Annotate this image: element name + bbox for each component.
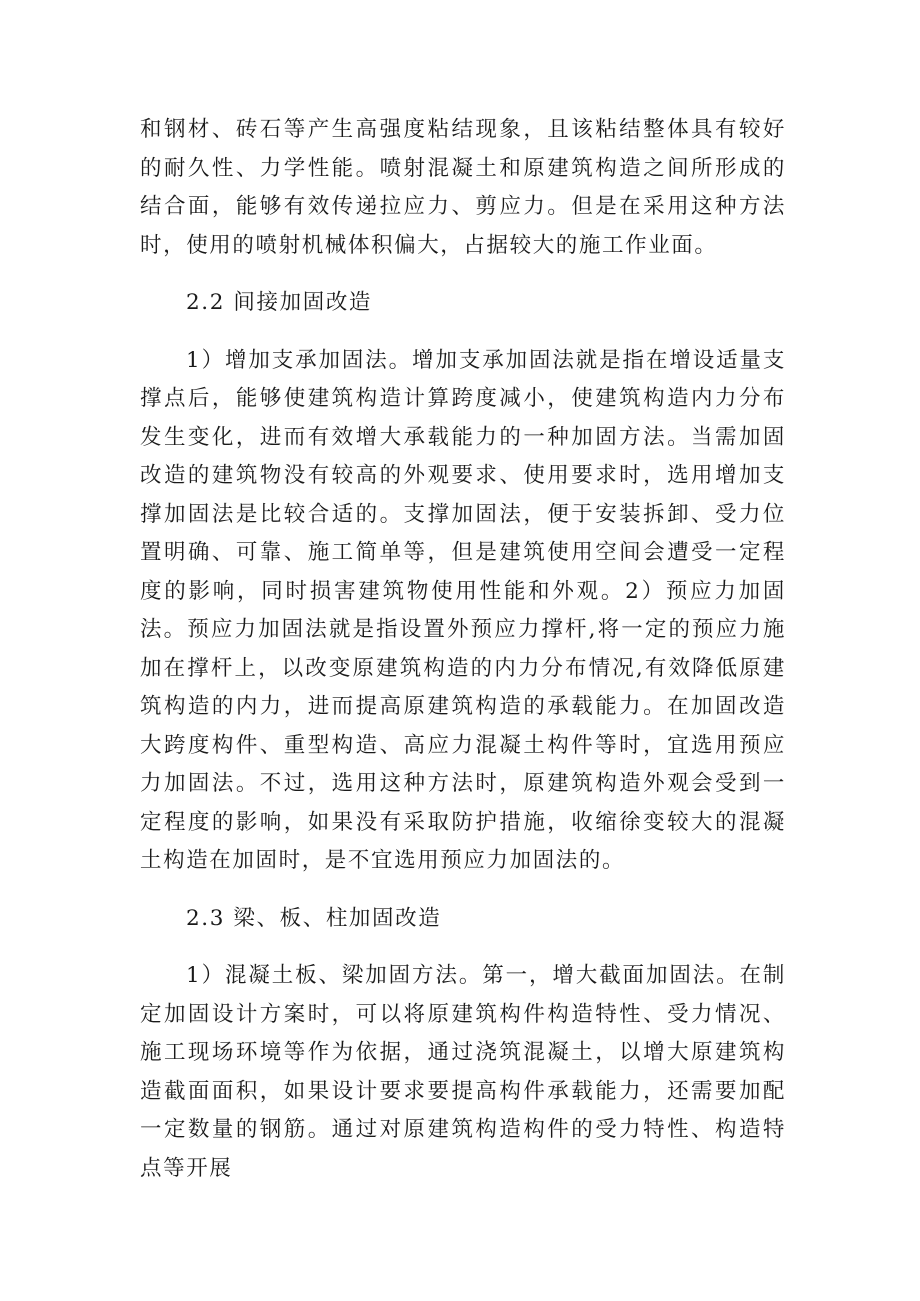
section-heading-2-2: 2.2 间接加固改造 [186,290,373,315]
paragraph-shotcrete-continuation: 和钢材、砖石等产生高强度粘结现象，且该粘结整体具有较好的耐久性、力学性能。喷射混凝土和原建筑构造之间所形成的结合面，能够有效传递拉应力、剪应力。但是在采用这种方法时，使用的喷射机械体积偏大，占据较大的施工作业面。 [140,117,786,258]
paragraph-spacer [140,323,786,342]
section-heading-2-3: 2.3 梁、板、柱加固改造 [186,905,442,931]
document-body [140,111,786,1188]
paragraph-spacer [140,265,786,284]
paragraph-indirect-reinforcement: 1）增加支承加固法。增加支承加固法就是指在增设适量支撑点后，能够使建筑构造计算跨度减小，使建筑构造内力分布发生变化，进而有效增大承载能力的一种加固方法。当需加固改造的建筑物没有较高的外观要求、使用要求时，选用增加支撑加固法是比较合适的。支撑加固法，便于安装拆卸、受力位置明确、可靠、施工简单等，但是建筑使用空间会遭受一定程度的影响，同时损害建筑物使用性能和外观。2）预应力加固法。预应力加固法就是指设置外预应力撑杆,将一定的预应力施加在撑杆上，以改变原建筑构造的内力分布情况,有效降低原建筑构造的内力，进而提高原建筑构造的承载能力。在加固改造大跨度构件、重型构造、高应力混凝土构件等时，宜选用预应力加固法。不过，选用这种方法时，原建筑构造外观会受到一定程度的影响，如果没有采取防护措施，收缩徐变较大的混凝土构造在加固时，是不宜选用预应力加固法的。 [140,347,786,873]
paragraph-beam-slab-reinforcement: 1）混凝土板、梁加固方法。第一，增大截面加固法。在制定加固设计方案时，可以将原建筑构件构造特性、受力情况、施工现场环境等作为依据，通过浇筑混凝土，以增大原建筑构造截面面积，如果设计要求要提高构件承载能力，还需要加配一定数量的钢筋。通过对原建筑构造构件的受力特性、构造特点等开展 [140,963,786,1181]
paragraph-spacer [140,881,786,900]
paragraph-spacer [140,938,786,957]
